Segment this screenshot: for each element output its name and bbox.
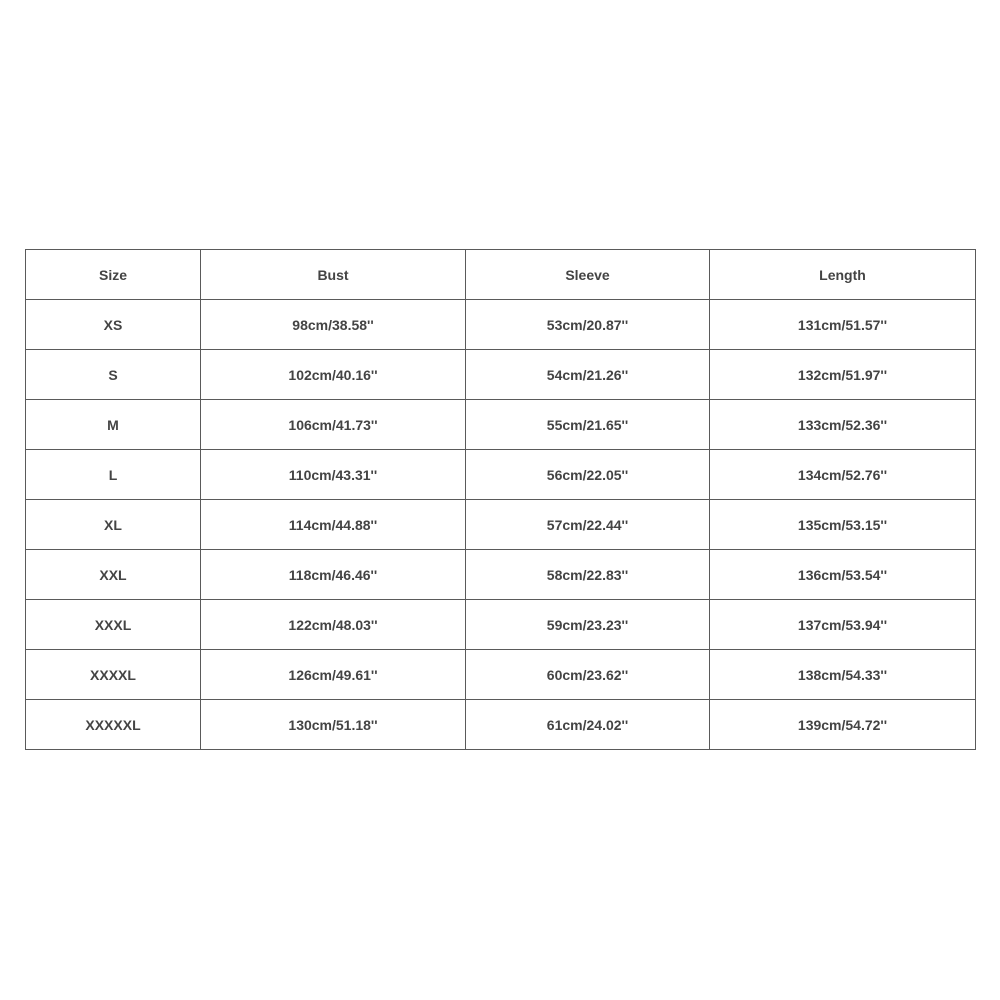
sleeve-cell: 60cm/23.62'' [466,650,710,700]
bust-cell: 110cm/43.31'' [201,450,466,500]
sleeve-cell: 55cm/21.65'' [466,400,710,450]
size-cell: XXXL [26,600,201,650]
table-row [26,700,976,750]
table-header-row [26,250,976,300]
size-chart-table [25,249,976,750]
table-row [26,300,976,350]
header-length: Length [710,250,976,300]
bust-cell: 98cm/38.58'' [201,300,466,350]
size-cell: XXXXXL [26,700,201,750]
table-row [26,650,976,700]
length-cell: 133cm/52.36'' [710,400,976,450]
table-row [26,350,976,400]
length-cell: 136cm/53.54'' [710,550,976,600]
length-cell: 135cm/53.15'' [710,500,976,550]
sleeve-cell: 56cm/22.05'' [466,450,710,500]
sleeve-cell: 54cm/21.26'' [466,350,710,400]
table-row [26,500,976,550]
bust-cell: 122cm/48.03'' [201,600,466,650]
table-row [26,450,976,500]
size-cell: S [26,350,201,400]
length-cell: 138cm/54.33'' [710,650,976,700]
size-cell: XXL [26,550,201,600]
bust-cell: 102cm/40.16'' [201,350,466,400]
sleeve-cell: 59cm/23.23'' [466,600,710,650]
bust-cell: 114cm/44.88'' [201,500,466,550]
sleeve-cell: 57cm/22.44'' [466,500,710,550]
length-cell: 139cm/54.72'' [710,700,976,750]
header-size: Size [26,250,201,300]
table-row [26,400,976,450]
sleeve-cell: 61cm/24.02'' [466,700,710,750]
bust-cell: 126cm/49.61'' [201,650,466,700]
length-cell: 137cm/53.94'' [710,600,976,650]
size-cell: L [26,450,201,500]
length-cell: 134cm/52.76'' [710,450,976,500]
size-cell: XL [26,500,201,550]
bust-cell: 118cm/46.46'' [201,550,466,600]
bust-cell: 106cm/41.73'' [201,400,466,450]
size-cell: M [26,400,201,450]
sleeve-cell: 58cm/22.83'' [466,550,710,600]
length-cell: 132cm/51.97'' [710,350,976,400]
header-bust: Bust [201,250,466,300]
header-sleeve: Sleeve [466,250,710,300]
table-row [26,600,976,650]
size-cell: XXXXL [26,650,201,700]
size-cell: XS [26,300,201,350]
sleeve-cell: 53cm/20.87'' [466,300,710,350]
bust-cell: 130cm/51.18'' [201,700,466,750]
table-row [26,550,976,600]
length-cell: 131cm/51.57'' [710,300,976,350]
